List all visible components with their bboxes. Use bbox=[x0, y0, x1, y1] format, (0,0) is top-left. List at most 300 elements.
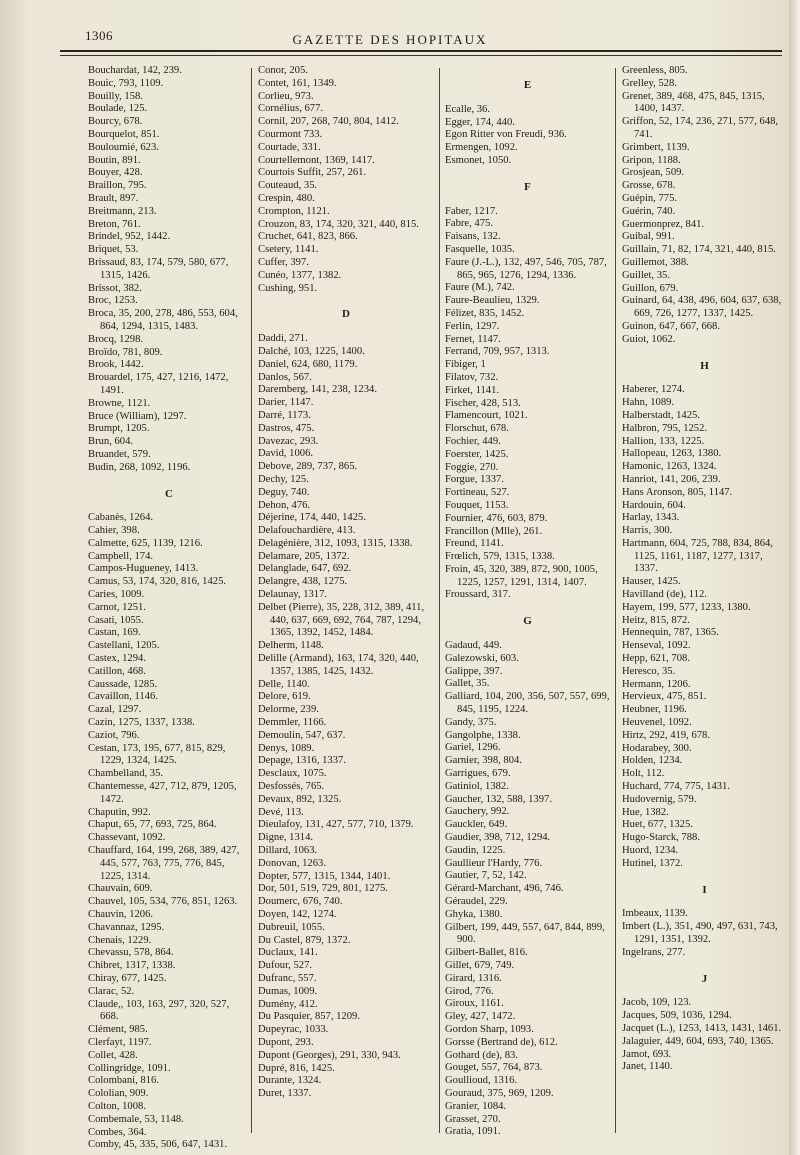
index-entry: Cruchet, 641, 823, 866. bbox=[258, 231, 358, 243]
index-entry: Gillet, 679, 749. bbox=[445, 960, 515, 971]
index-entry: Broca, 35, 200, 278, 486, 553, 604, 864, 1294, 1315, 1483. bbox=[88, 308, 238, 332]
index-entry: Fabre, 475. bbox=[445, 218, 493, 230]
index-entry: Guibal, 991. bbox=[622, 231, 675, 243]
index-entry: Foggie, 270. bbox=[445, 461, 499, 473]
index-entry: Ghyka, 1380. bbox=[445, 908, 503, 920]
index-entry: Froussard, 317. bbox=[445, 589, 511, 601]
index-entry: Cornélius, 677. bbox=[258, 103, 324, 115]
index-entry: Catillon, 468. bbox=[88, 665, 146, 677]
index-entry: Daremberg, 141, 238, 1234. bbox=[258, 384, 377, 396]
index-entry: Campbell, 174. bbox=[88, 550, 154, 562]
index-entry: Dastros, 475. bbox=[258, 422, 315, 434]
index-entry: Dupeyrac, 1033. bbox=[258, 1024, 329, 1036]
index-entry: Clerfayt, 1197. bbox=[88, 1036, 152, 1048]
index-entry: Grosse, 678. bbox=[622, 180, 676, 192]
index-entry: Gautier, 7, 52, 142. bbox=[445, 870, 527, 882]
index-entry: Girard, 1316. bbox=[445, 972, 502, 984]
index-entry: Gaucher, 132, 588, 1397. bbox=[445, 793, 552, 805]
index-entry: Grosjean, 509. bbox=[622, 167, 685, 179]
index-entry: Bouic, 793, 1109. bbox=[88, 77, 164, 89]
index-entry: Conor, 205. bbox=[258, 65, 308, 76]
index-entry: Delafouchardière, 413. bbox=[258, 525, 356, 537]
index-entry: Havilland (de), 112. bbox=[622, 589, 707, 601]
index-entry: Fortineau, 527. bbox=[445, 487, 510, 499]
index-entry: Delherm, 1148. bbox=[258, 640, 324, 652]
index-entry: Debove, 289, 737, 865. bbox=[258, 461, 358, 473]
index-entry: Calmette, 625, 1139, 1216. bbox=[88, 537, 203, 549]
index-entry: Du Pasquier, 857, 1209. bbox=[258, 1011, 360, 1023]
index-entry: Demmler, 1166. bbox=[258, 717, 327, 729]
index-entry: David, 1006. bbox=[258, 448, 314, 460]
index-entry: Gilbert, 199, 449, 557, 647, 844, 899, 900. bbox=[445, 921, 605, 946]
index-entry: Delore, 619. bbox=[258, 691, 311, 703]
index-entry: Fibiger, 1 bbox=[445, 359, 486, 371]
index-entry: Doyen, 142, 1274. bbox=[258, 909, 337, 920]
index-entry: Hauser, 1425. bbox=[622, 576, 681, 588]
index-entry: Chiray, 677, 1425. bbox=[88, 972, 167, 984]
index-entry: Harlay, 1343. bbox=[622, 512, 680, 524]
running-title: GAZETTE DES HOPITAUX bbox=[292, 32, 488, 47]
index-entry: Breton, 761. bbox=[88, 218, 141, 230]
index-entry: Guillemot, 388. bbox=[622, 256, 689, 268]
index-entry: Gley, 427, 1472. bbox=[445, 1011, 516, 1023]
index-entry: Chenais, 1229. bbox=[88, 934, 152, 946]
index-entry: Harris, 300. bbox=[622, 525, 673, 537]
index-entry: Fournier, 476, 603, 879. bbox=[445, 512, 548, 524]
index-entry: Gaudier, 398, 712, 1294. bbox=[445, 832, 551, 844]
index-entry: Félizet, 835, 1452. bbox=[445, 307, 525, 319]
index-entry: Briquet, 53. bbox=[88, 244, 139, 256]
index-entry: Cunéo, 1377, 1382. bbox=[258, 269, 342, 281]
index-entry: Budin, 268, 1092, 1196. bbox=[88, 461, 191, 473]
index-entry: Demoulin, 547, 637. bbox=[258, 729, 346, 741]
index-entry: Jalaguier, 449, 604, 693, 740, 1365. bbox=[622, 1035, 774, 1047]
index-entry: Frœlich, 579, 1315, 1338. bbox=[445, 551, 555, 563]
index-entry: Campos-Hugueney, 1413. bbox=[88, 563, 199, 575]
index-entry: Imbeaux, 1139. bbox=[622, 908, 688, 920]
index-entry: Forgue, 1337. bbox=[445, 474, 504, 486]
index-entry: Grimbert, 1139. bbox=[622, 141, 690, 153]
index-entry: Hodarabey, 300. bbox=[622, 742, 692, 754]
index-entry: Halberstadt, 1425. bbox=[622, 409, 700, 421]
index-entry: Dechy, 125. bbox=[258, 473, 309, 485]
index-entry: Delorme, 239. bbox=[258, 704, 319, 716]
index-entry: Janet, 1140. bbox=[622, 1061, 673, 1073]
index-entry: Faber, 1217. bbox=[445, 205, 498, 217]
index-entry: Brault, 897. bbox=[88, 192, 139, 204]
index-entry: Dumény, 412. bbox=[258, 998, 318, 1010]
index-entry: Brissaud, 83, 174, 579, 580, 677, 1315, 1426. bbox=[88, 256, 229, 281]
index-entry: Corlieu, 973. bbox=[258, 90, 314, 102]
index-entry: Brook, 1442. bbox=[88, 359, 144, 371]
index-entry: Gariel, 1296. bbox=[445, 742, 501, 754]
index-entry: Ferrand, 709, 957, 1313. bbox=[445, 346, 550, 358]
index-entry: Gripon, 1188. bbox=[622, 154, 681, 166]
index-entry: Guérin, 740. bbox=[622, 205, 676, 217]
index-entry: Brocq, 1298. bbox=[88, 333, 144, 345]
index-entry: Du Castel, 879, 1372. bbox=[258, 934, 351, 946]
index-entry: Chaput, 65, 77, 693, 725, 864. bbox=[88, 819, 217, 831]
index-entry: Cabanès, 1264. bbox=[88, 512, 154, 524]
index-entry: Couteaud, 35. bbox=[258, 180, 318, 192]
index-entry: Castex, 1294. bbox=[88, 653, 146, 665]
index-entry: Dubreuil, 1055. bbox=[258, 921, 325, 933]
index-entry: Gallet, 35. bbox=[445, 678, 490, 690]
index-entry: Guépin, 775. bbox=[622, 192, 678, 204]
index-entry: Carnot, 1251. bbox=[88, 601, 146, 613]
index-entry: Guillet, 35. bbox=[622, 269, 670, 281]
index-entry: Chauvel, 105, 534, 776, 851, 1263. bbox=[88, 896, 238, 908]
index-entry: Jamot, 693. bbox=[622, 1048, 672, 1060]
index-entry: Cornil, 207, 268, 740, 804, 1412. bbox=[258, 116, 399, 128]
index-entry: Hahn, 1089. bbox=[622, 397, 675, 409]
index-entry: Delle, 1140. bbox=[258, 678, 310, 690]
index-entry: Courtellemont, 1369, 1417. bbox=[258, 154, 375, 166]
index-entry: Chauffard, 164, 199, 268, 389, 427, 445, 577, 763, 775, 776, 845, 1225, 1314. bbox=[88, 845, 240, 882]
header-rule-thin bbox=[60, 55, 782, 56]
index-entry: Courtois Suffit, 257, 261. bbox=[258, 167, 367, 179]
index-entry: Duret, 1337. bbox=[258, 1088, 312, 1100]
index-entry: Giroux, 1161. bbox=[445, 998, 504, 1010]
index-entry: Huchard, 774, 775, 1431. bbox=[622, 781, 730, 793]
index-entry: Flamencourt, 1021. bbox=[445, 410, 528, 422]
index-entry: Ferlin, 1297. bbox=[445, 320, 500, 332]
index-entry: Faure-Beaulieu, 1329. bbox=[445, 295, 540, 307]
index-entry: Gérard-Marchant, 496, 746. bbox=[445, 883, 564, 895]
index-entry: Delamare, 205, 1372. bbox=[258, 550, 350, 562]
index-entry: Donovan, 1263. bbox=[258, 857, 326, 869]
index-entry: Florschut, 678. bbox=[445, 423, 509, 435]
index-entry: Bruandet, 579. bbox=[88, 448, 151, 460]
index-entry: Comby, 45, 335, 506, 647, 1431. bbox=[88, 1139, 228, 1151]
index-entry: Hutinel, 1372. bbox=[622, 857, 683, 869]
column-divider bbox=[615, 68, 616, 1133]
index-entry: Hugo-Starck, 788. bbox=[622, 832, 700, 844]
index-entry: Doumerc, 676, 740. bbox=[258, 896, 343, 908]
index-entry: Camus, 53, 174, 320, 816, 1425. bbox=[88, 576, 227, 588]
index-column-4 bbox=[622, 65, 787, 1074]
index-entry: Cololian, 909. bbox=[88, 1088, 149, 1100]
index-entry: Braillon, 795. bbox=[88, 180, 147, 192]
index-entry: Digne, 1314. bbox=[258, 832, 314, 844]
index-entry: Greenless, 805. bbox=[622, 65, 688, 76]
index-entry: Esmonet, 1050. bbox=[445, 154, 512, 166]
index-entry: Heubner, 1196. bbox=[622, 704, 687, 716]
index-entry: Dupont, 293. bbox=[258, 1036, 314, 1048]
index-entry: Filatov, 732. bbox=[445, 371, 499, 383]
index-entry: Griffon, 52, 174, 236, 271, 577, 648, 741. bbox=[622, 116, 779, 140]
index-entry: Delaunay, 1317. bbox=[258, 589, 328, 601]
index-entry: Hepp, 621, 708. bbox=[622, 653, 690, 665]
index-entry: Hirtz, 292, 419, 678. bbox=[622, 729, 710, 741]
index-entry: Hudovernig, 579. bbox=[622, 793, 697, 805]
index-entry: Bouyer, 428. bbox=[88, 167, 143, 179]
index-entry: Caziot, 796. bbox=[88, 729, 140, 741]
index-entry: Imbert (L.), 351, 490, 497, 631, 743, 1291, 1351, 1392. bbox=[622, 921, 778, 945]
index-entry: Breitmann, 213. bbox=[88, 205, 157, 217]
index-entry: Delangre, 438, 1275. bbox=[258, 576, 348, 588]
index-entry: Grelley, 528. bbox=[622, 77, 677, 89]
index-entry: Chantemesse, 427, 712, 879, 1205, 1472. bbox=[88, 781, 237, 805]
index-entry: Hans Aronson, 805, 1147. bbox=[622, 486, 733, 498]
page-header bbox=[0, 22, 800, 62]
index-entry: Foerster, 1425. bbox=[445, 448, 509, 460]
index-entry: Faure (J.-L.), 132, 497, 546, 705, 787, 865, 965, 1276, 1294, 1336. bbox=[445, 256, 607, 281]
index-entry: Brun, 604. bbox=[88, 436, 134, 448]
index-entry: Cazin, 1275, 1337, 1338. bbox=[88, 717, 195, 729]
index-entry: Freund, 1141. bbox=[445, 538, 504, 550]
index-entry: Gandy, 375. bbox=[445, 716, 497, 728]
index-entry: Daddi, 271. bbox=[258, 333, 308, 345]
index-entry: Gaudin, 1225. bbox=[445, 844, 506, 856]
index-entry: Caussade, 1285. bbox=[88, 678, 158, 690]
index-entry: Colombani, 816. bbox=[88, 1075, 159, 1087]
index-entry: Fasquelle, 1035. bbox=[445, 243, 515, 255]
index-column-1 bbox=[88, 65, 250, 1152]
index-entry: Duclaux, 141. bbox=[258, 947, 318, 959]
index-entry: Haberer, 1274. bbox=[622, 384, 685, 396]
index-entry: Clarac, 52. bbox=[88, 985, 135, 997]
index-entry: Darier, 1147. bbox=[258, 397, 314, 409]
index-entry: Courtade, 331. bbox=[258, 141, 321, 153]
index-entry: Bourquelot, 851. bbox=[88, 128, 160, 140]
index-entry: Bourcy, 678. bbox=[88, 116, 143, 128]
index-entry: Dupré, 816, 1425. bbox=[258, 1062, 335, 1074]
index-entry: Dufour, 527. bbox=[258, 960, 313, 972]
index-entry: Froin, 45, 320, 389, 872, 900, 1005, 1225, 1257, 1291, 1314, 1407. bbox=[445, 563, 598, 588]
index-entry: Fochier, 449. bbox=[445, 435, 501, 447]
index-entry: Grenet, 389, 468, 475, 845, 1315, 1400, 1437. bbox=[622, 90, 765, 115]
index-entry: Crouzon, 83, 174, 320, 321, 440, 815. bbox=[258, 218, 419, 230]
index-entry: Dor, 501, 519, 729, 801, 1275. bbox=[258, 883, 388, 895]
index-entry: Devaux, 892, 1325. bbox=[258, 793, 342, 805]
section-letter: D bbox=[342, 308, 350, 321]
index-entry: Gaullieur l'Hardy, 776. bbox=[445, 857, 543, 869]
index-entry: Dupont (Georges), 291, 330, 943. bbox=[258, 1049, 401, 1061]
section-letter: I bbox=[702, 883, 707, 896]
index-entry: Depage, 1316, 1337. bbox=[258, 755, 346, 767]
index-entry: Brumpt, 1205. bbox=[88, 423, 150, 435]
index-entry: Gouraud, 375, 969, 1209. bbox=[445, 1087, 554, 1099]
index-entry: Clément, 985. bbox=[88, 1024, 148, 1036]
index-entry: Fernet, 1147. bbox=[445, 333, 501, 345]
index-entry: Hayem, 199, 577, 1233, 1380. bbox=[622, 601, 751, 613]
index-entry: Huord, 1234. bbox=[622, 845, 679, 857]
index-entry: Cahier, 398. bbox=[88, 525, 140, 537]
index-entry: Cazal, 1297. bbox=[88, 704, 142, 716]
index-entry: Goullioud, 1316. bbox=[445, 1075, 518, 1087]
index-entry: Bouchardat, 142, 239. bbox=[88, 65, 182, 76]
index-entry: Egon Ritter von Freudi, 936. bbox=[445, 129, 567, 141]
index-entry: Géraudel, 229. bbox=[445, 896, 508, 908]
index-entry: Chauvin, 1206. bbox=[88, 909, 154, 920]
index-entry: Dalché, 103, 1225, 1400. bbox=[258, 345, 365, 357]
section-letter: G bbox=[523, 615, 532, 628]
index-column-3 bbox=[445, 65, 610, 1139]
index-entry: Combes, 364. bbox=[88, 1126, 147, 1138]
index-entry: Cushing, 951. bbox=[258, 282, 318, 294]
index-column-2 bbox=[258, 65, 434, 1101]
index-entry: Chibret, 1317, 1338. bbox=[88, 960, 176, 972]
index-entry: Chavannaz, 1295. bbox=[88, 921, 165, 933]
index-entry: Jacques, 509, 1036, 1294. bbox=[622, 1010, 732, 1022]
index-entry: Faisans, 132. bbox=[445, 231, 501, 243]
index-entry: Castan, 169. bbox=[88, 627, 141, 639]
index-entry: Gauchery, 992. bbox=[445, 806, 510, 818]
index-entry: Danlos, 567. bbox=[258, 371, 312, 383]
index-entry: Darré, 1173. bbox=[258, 409, 311, 421]
page-edge bbox=[789, 0, 800, 1155]
index-entry: Gauckler, 649. bbox=[445, 819, 508, 831]
section-letter: H bbox=[700, 359, 709, 372]
index-entry: Brindel, 952, 1442. bbox=[88, 231, 171, 243]
index-entry: Boutin, 891. bbox=[88, 154, 141, 166]
index-entry: Galliard, 104, 200, 356, 507, 557, 699, 845, 1195, 1224. bbox=[445, 691, 610, 716]
index-entry: Hallopeau, 1263, 1380. bbox=[622, 448, 722, 460]
index-entry: Guillon, 679. bbox=[622, 282, 679, 294]
index-entry: Chauvain, 609. bbox=[88, 883, 153, 895]
index-entry: Galezowski, 603. bbox=[445, 652, 519, 664]
index-entry: Delbet (Pierre), 35, 228, 312, 389, 411, 440, 637, 669, 692, 764, 787, 1294, 1365, 1392, 1452, 1484. bbox=[258, 601, 425, 639]
index-entry: Huet, 677, 1325. bbox=[622, 819, 693, 831]
index-entry: Crompton, 1121. bbox=[258, 205, 330, 217]
index-entry: Fouquet, 1153. bbox=[445, 499, 509, 511]
index-entry: Firket, 1141. bbox=[445, 384, 500, 396]
index-entry: Garnier, 398, 804. bbox=[445, 755, 522, 767]
index-entry: Guillain, 71, 82, 174, 321, 440, 815. bbox=[622, 244, 776, 256]
index-entry: Gothard (de), 83. bbox=[445, 1049, 518, 1061]
index-entry: Broïdo, 781, 809. bbox=[88, 346, 163, 358]
index-entry: Hue, 1382. bbox=[622, 806, 669, 818]
index-entry: Hardouin, 604. bbox=[622, 499, 686, 511]
index-entry: Castellani, 1205. bbox=[88, 640, 160, 652]
index-entry: Jacquet (L.), 1253, 1413, 1431, 1461. bbox=[622, 1022, 782, 1034]
index-entry: Colton, 1008. bbox=[88, 1100, 146, 1112]
index-entry: Delagénière, 312, 1093, 1315, 1338. bbox=[258, 537, 413, 549]
index-entry: Csetery, 1141. bbox=[258, 244, 319, 256]
header-rule bbox=[60, 50, 782, 52]
index-entry: Garrigues, 679. bbox=[445, 768, 511, 780]
index-entry: Crespin, 480. bbox=[258, 192, 315, 204]
index-entry: Holt, 112. bbox=[622, 768, 665, 780]
index-entry: Henseval, 1092. bbox=[622, 640, 691, 652]
index-entry: Cavaillon, 1146. bbox=[88, 691, 158, 703]
index-entry: Déjerine, 174, 440, 1425. bbox=[258, 512, 366, 524]
index-entry: Gorsse (Bertrand de), 612. bbox=[445, 1036, 558, 1048]
index-entry: Davezac, 293. bbox=[258, 435, 319, 447]
index-entry: Faure (M.), 742. bbox=[445, 282, 515, 294]
index-entry: Deguy, 740. bbox=[258, 486, 310, 498]
index-entry: Combemale, 53, 1148. bbox=[88, 1113, 184, 1125]
index-entry: Gadaud, 449. bbox=[445, 640, 502, 652]
index-entry: Collingridge, 1091. bbox=[88, 1062, 171, 1074]
index-entry: Chassevant, 1092. bbox=[88, 832, 166, 844]
index-entry: Dillard, 1063. bbox=[258, 845, 318, 857]
section-letter: E bbox=[523, 79, 532, 91]
index-entry: Casati, 1055. bbox=[88, 614, 144, 626]
index-entry: Grasset, 270. bbox=[445, 1113, 501, 1125]
index-entry: Granier, 1084. bbox=[445, 1100, 507, 1112]
index-entry: Bouilly, 158. bbox=[88, 90, 143, 102]
index-entry: Boulade, 125. bbox=[88, 103, 148, 115]
index-entry: Gouget, 557, 764, 873. bbox=[445, 1062, 543, 1074]
index-entry: Claude,, 103, 163, 297, 320, 527, 668. bbox=[88, 998, 230, 1023]
index-entry: Chaputin, 992. bbox=[88, 806, 151, 818]
index-entry: Heresco, 35. bbox=[622, 665, 676, 677]
index-entry: Contet, 161, 1349. bbox=[258, 77, 337, 89]
index-entry: Delanglade, 647, 692. bbox=[258, 563, 352, 575]
index-entry: Dufranc, 557. bbox=[258, 972, 317, 984]
index-entry: Desclaux, 1075. bbox=[258, 768, 327, 780]
index-entry: Gangolphe, 1338. bbox=[445, 729, 521, 741]
index-entry: Delille (Armand), 163, 174, 320, 440, 1357, 1385, 1425, 1432. bbox=[258, 653, 419, 677]
index-entry: Guermonprez, 841. bbox=[622, 218, 705, 230]
index-entry: Francillon (Mlle), 261. bbox=[445, 525, 543, 537]
index-entry: Ermengen, 1092. bbox=[445, 142, 518, 154]
index-entry: Jacob, 109, 123. bbox=[622, 997, 692, 1009]
index-entry: Cuffer, 397. bbox=[258, 256, 309, 268]
index-entry: Hermann, 1206. bbox=[622, 678, 691, 690]
index-entry: Chevassu, 578, 864. bbox=[88, 947, 174, 959]
index-entry: Dehon, 476. bbox=[258, 499, 311, 511]
index-entry: Daniel, 624, 680, 1179. bbox=[258, 358, 358, 370]
index-entry: Ecalle, 36. bbox=[445, 103, 491, 115]
column-divider bbox=[251, 68, 252, 1133]
index-entry: Gilbert-Ballet, 816. bbox=[445, 947, 528, 959]
section-letter: C bbox=[165, 487, 173, 500]
index-entry: Brissot, 382. bbox=[88, 282, 142, 294]
index-entry: Collet, 428. bbox=[88, 1049, 138, 1061]
column-divider bbox=[439, 68, 440, 1133]
index-entry: Guiot, 1062. bbox=[622, 333, 676, 345]
index-entry: Bouloumié, 623. bbox=[88, 141, 159, 153]
index-entry: Girod, 776. bbox=[445, 985, 494, 997]
index-entry: Caries, 1009. bbox=[88, 589, 145, 601]
index-entry: Hallion, 133, 1225. bbox=[622, 435, 705, 447]
index-entry: Hervieux, 475, 851. bbox=[622, 691, 707, 703]
index-entry: Desfossés, 765. bbox=[258, 781, 325, 793]
index-entry: Gordon Sharp, 1093. bbox=[445, 1023, 534, 1035]
page-number: 1306 bbox=[85, 28, 113, 43]
index-entry: Fischer, 428, 513. bbox=[445, 397, 521, 409]
index-entry: Hanriot, 141, 206, 239. bbox=[622, 473, 721, 485]
index-entry: Chambelland, 35. bbox=[88, 768, 164, 780]
index-entry: Gratia, 1091. bbox=[445, 1126, 501, 1138]
index-entry: Devé, 113. bbox=[258, 806, 304, 818]
index-entry: Browne, 1121. bbox=[88, 397, 151, 409]
index-entry: Bruce (William), 1297. bbox=[88, 410, 187, 422]
index-entry: Ingelrans, 277. bbox=[622, 946, 686, 958]
index-entry: Broc, 1253. bbox=[88, 295, 138, 307]
index-entry: Egger, 174, 440. bbox=[445, 116, 515, 128]
index-entry: Brouardel, 175, 427, 1216, 1472, 1491. bbox=[88, 372, 229, 396]
index-entry: Dopter, 577, 1315, 1344, 1401. bbox=[258, 870, 391, 882]
index-entry: Galippe, 397. bbox=[445, 665, 503, 677]
index-entry: Gatiniol, 1382. bbox=[445, 780, 509, 792]
index-entry: Halbron, 795, 1252. bbox=[622, 422, 708, 434]
section-letter: F bbox=[524, 180, 531, 193]
index-entry: Denys, 1089. bbox=[258, 742, 315, 754]
index-entry: Heuvenel, 1092. bbox=[622, 717, 692, 729]
index-entry: Holden, 1234. bbox=[622, 755, 683, 767]
index-entry: Durante, 1324. bbox=[258, 1075, 322, 1087]
index-entry: Dieulafoy, 131, 427, 577, 710, 1379. bbox=[258, 819, 414, 831]
index-entry: Guinard, 64, 438, 496, 604, 637, 638, 669, 726, 1277, 1337, 1425. bbox=[622, 295, 782, 320]
index-entry: Cestan, 173, 195, 677, 815, 829, 1229, 1324, 1425. bbox=[88, 742, 226, 767]
index-entry: Hamonic, 1263, 1324. bbox=[622, 461, 717, 473]
index-entry: Hartmann, 604, 725, 788, 834, 864, 1125, 1161, 1187, 1277, 1317, 1337. bbox=[622, 537, 773, 575]
index-entry: Guinon, 647, 667, 668. bbox=[622, 320, 720, 332]
